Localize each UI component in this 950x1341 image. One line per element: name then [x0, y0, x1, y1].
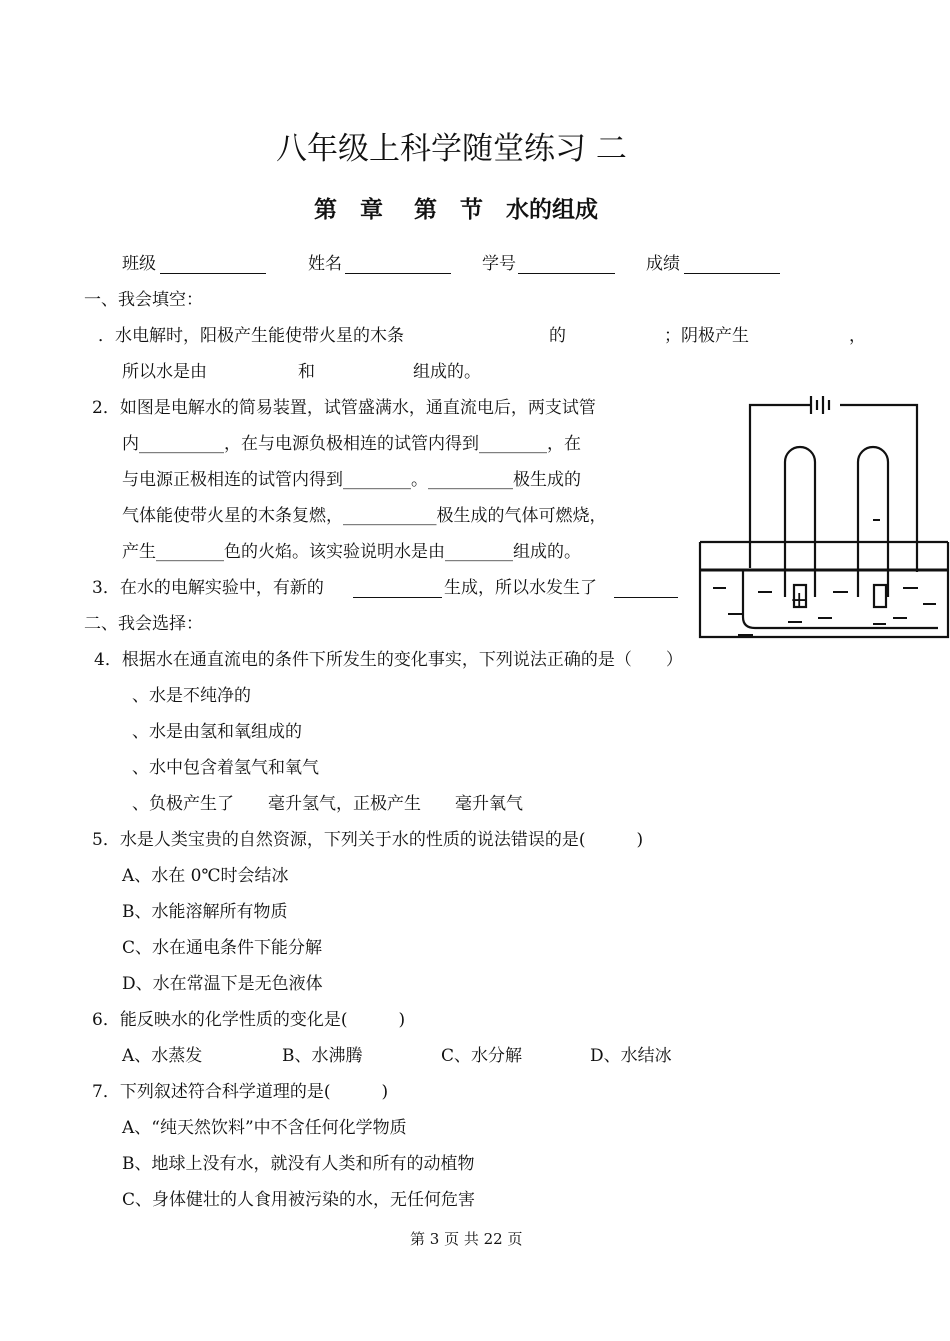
q6-stem: 6．能反映水的化学性质的变化是( ): [92, 1010, 406, 1030]
student-number-label: 学号: [482, 254, 516, 274]
q7-option-c[interactable]: C、身体健壮的人食用被污染的水，无任何危害: [122, 1190, 476, 1210]
q2-line1: 2．如图是电解水的简易装置，试管盛满水，通直流电后，两支试管: [92, 398, 596, 418]
q5-stem: 5．水是人类宝贵的自然资源，下列关于水的性质的说法错误的是( ): [92, 830, 644, 850]
q4-option-2[interactable]: 、水是由氢和氧组成的: [132, 722, 302, 742]
q3-blank2[interactable]: [614, 597, 678, 598]
q7-stem: 7．下列叙述符合科学道理的是( ): [92, 1082, 389, 1102]
q1-line1-part4: ，: [849, 326, 866, 346]
class-label: 班级: [122, 254, 156, 274]
class-blank[interactable]: [160, 273, 266, 274]
q3-part1: 3．在水的电解实验中，有新的: [92, 578, 324, 598]
q5-option-b[interactable]: B、水能溶解所有物质: [122, 902, 288, 922]
student-number-blank[interactable]: [518, 273, 615, 274]
q6-option-c[interactable]: C、水分解: [441, 1046, 523, 1066]
q2-line4: 气体能使带火星的木条复燃，___________极生成的气体可燃烧，: [122, 506, 607, 526]
q1-line2-part1: 所以水是由: [122, 362, 207, 382]
q4-option-3[interactable]: 、水中包含着氢气和氧气: [132, 758, 319, 778]
score-label: 成绩: [646, 254, 680, 274]
page-footer: 第 3 页 共 22 页: [410, 1230, 523, 1248]
q7-option-a[interactable]: A、“纯天然饮料”中不含任何化学物质: [122, 1118, 407, 1138]
section2-heading: 二、我会选择：: [84, 614, 203, 634]
q4-stem: 4．根据水在通直流电的条件下所发生的变化事实，下列说法正确的是（ ）: [94, 650, 683, 670]
q2-line5: 产生________色的火焰。该实验说明水是由________组成的。: [122, 542, 581, 562]
q2-line2: 内__________，在与电源负极相连的试管内得到________，在: [122, 434, 581, 454]
electrolysis-apparatus-diagram: [698, 392, 950, 642]
q6-option-a[interactable]: A、水蒸发: [122, 1046, 203, 1066]
q3-part2: 生成，所以水发生了: [444, 578, 597, 598]
name-label: 姓名: [308, 254, 342, 274]
name-blank[interactable]: [345, 273, 451, 274]
plus-sign-icon: +: [790, 588, 809, 613]
q1-line1-part3: ；阴极产生: [664, 326, 749, 346]
section-subtitle: 第 章 第 节 水的组成: [314, 197, 599, 223]
q5-option-c[interactable]: C、水在通电条件下能分解: [122, 938, 323, 958]
q1-line2-part3: 组成的。: [413, 362, 481, 382]
q4-option-4[interactable]: 、负极产生了 毫升氢气，正极产生 毫升氧气: [132, 794, 523, 814]
page-title: 八年级上科学随堂练习 二: [276, 131, 627, 167]
q5-option-a[interactable]: A、水在 0℃时会结冰: [122, 866, 289, 886]
q4-option-1[interactable]: 、水是不纯净的: [132, 686, 251, 706]
q3-blank1[interactable]: [353, 597, 442, 598]
q6-option-b[interactable]: B、水沸腾: [282, 1046, 363, 1066]
q1-line1-part2: 的: [549, 326, 566, 346]
q1-line2-part2: 和: [298, 362, 315, 382]
q2-line3: 与电源正极相连的试管内得到________。__________极生成的: [122, 470, 581, 490]
section1-heading: 一、我会填空：: [84, 290, 203, 310]
q1-line1-part1: ．水电解时，阳极产生能使带火星的木条: [98, 326, 404, 346]
q5-option-d[interactable]: D、水在常温下是无色液体: [122, 974, 323, 994]
q7-option-b[interactable]: B、地球上没有水，就没有人类和所有的动植物: [122, 1154, 475, 1174]
score-blank[interactable]: [684, 273, 780, 274]
q6-option-d[interactable]: D、水结冰: [590, 1046, 672, 1066]
